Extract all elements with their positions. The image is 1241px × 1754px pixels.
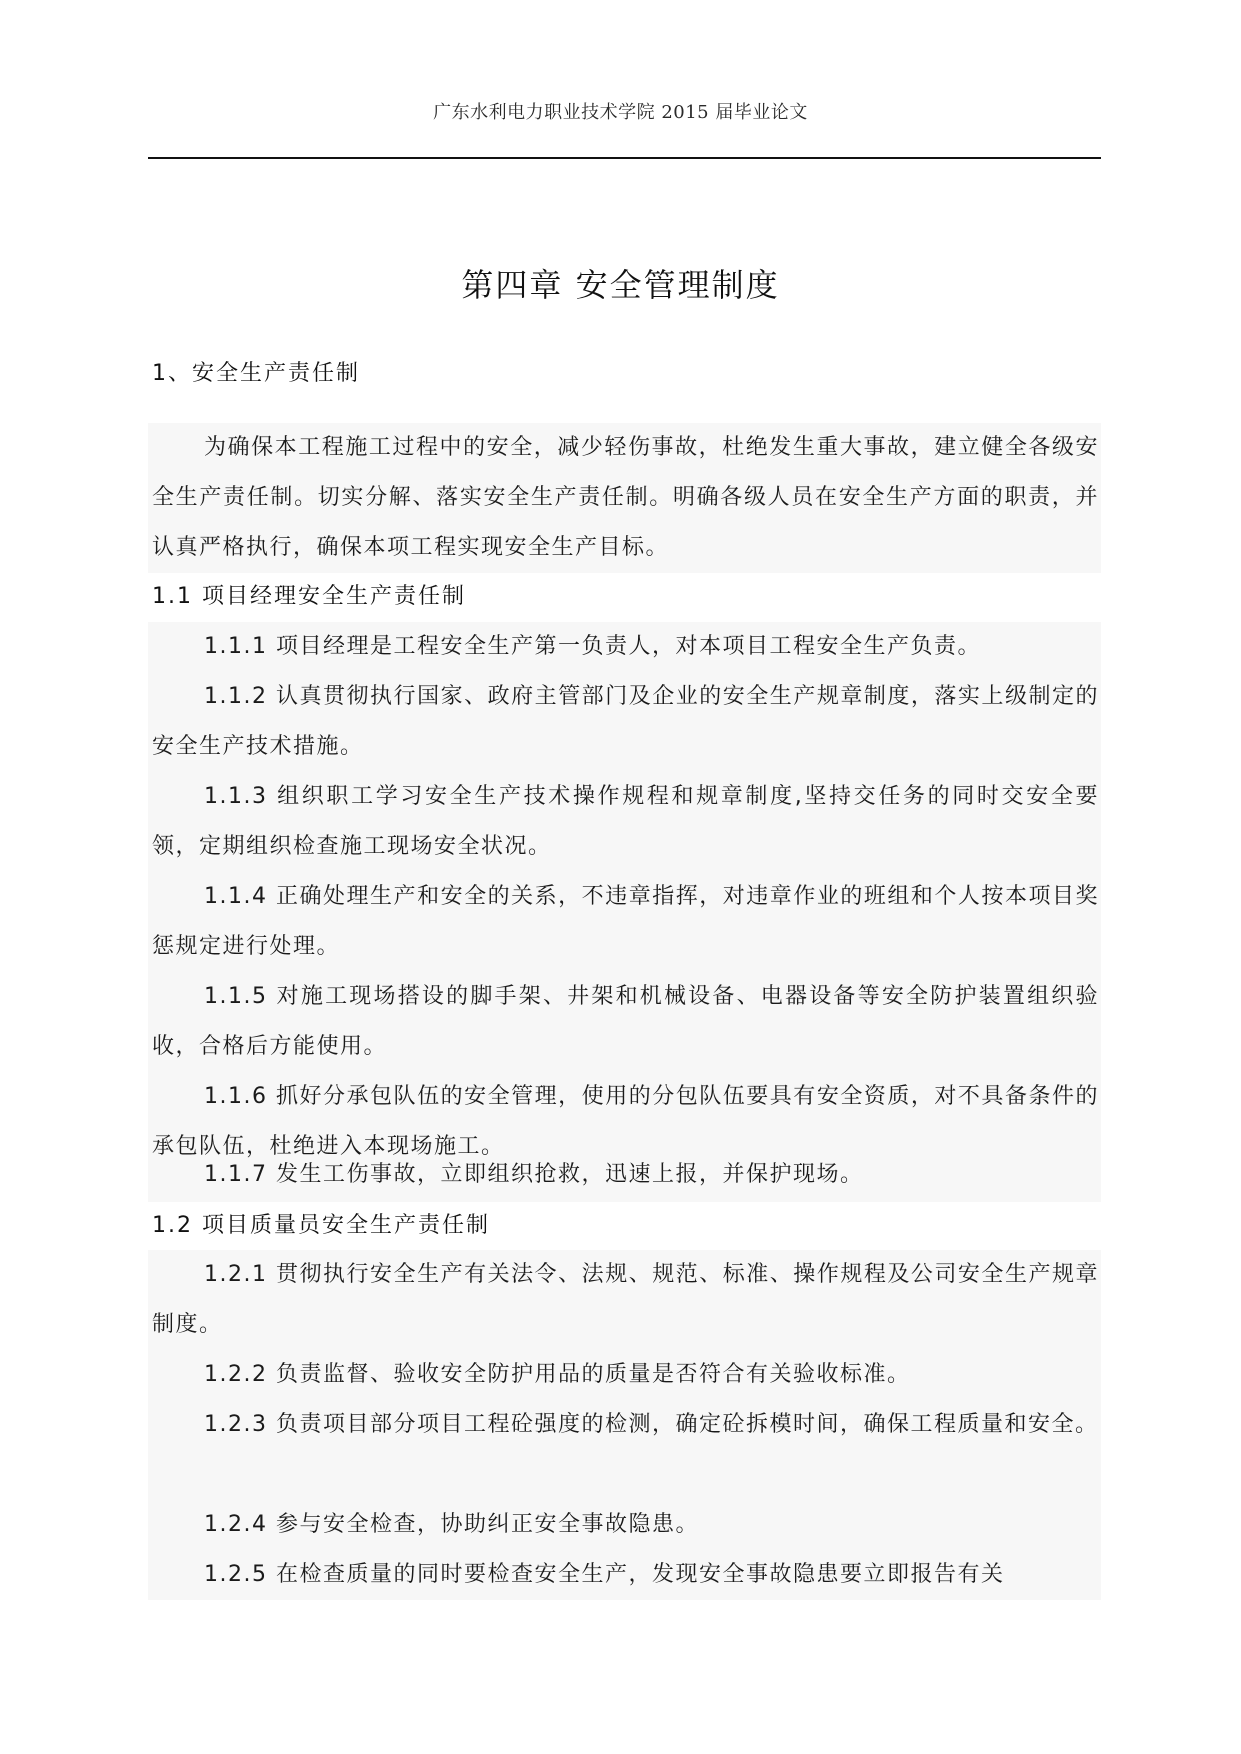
list-item-1-1-2: 1.1.2 认真贯彻执行国家、政府主管部门及企业的安全生产规章制度，落实上级制定的安全生产技术措施。 xyxy=(152,684,1099,759)
list-item-1-2-4: 1.2.4 参与安全检查，协助纠正安全事故隐患。 xyxy=(204,1512,699,1537)
list-item-1-1-4: 1.1.4 正确处理生产和安全的关系，不违章指挥，对违章作业的班组和个人按本项目奖惩规定进行处理。 xyxy=(152,884,1099,959)
section-heading-1: 1、安全生产责任制 xyxy=(152,361,360,386)
intro-paragraph: 为确保本工程施工过程中的安全，减少轻伤事故，杜绝发生重大事故，建立健全各级安全生产责任制。切实分解、落实安全生产责任制。明确各级人员在安全生产方面的职责，并认真严格执行，确保本项工程实现安全生产目标。 xyxy=(152,435,1099,560)
list-item-1-2-2: 1.2.2 负责监督、验收安全防护用品的质量是否符合有关验收标准。 xyxy=(204,1362,911,1387)
list-item-1-2-5: 1.2.5 在检查质量的同时要检查安全生产，发现安全事故隐患要立即报告有关 xyxy=(204,1562,1005,1587)
list-item-1-1-1: 1.1.1 项目经理是工程安全生产第一负责人，对本项目工程安全生产负责。 xyxy=(204,634,981,659)
list-item-1-2-3: 1.2.3 负责项目部分项目工程砼强度的检测，确定砼拆模时间，确保工程质量和安全。 xyxy=(204,1412,1099,1437)
list-item-1-1-7: 1.1.7 发生工伤事故，立即组织抢救，迅速上报，并保护现场。 xyxy=(204,1162,864,1187)
list-item-1-1-3: 1.1.3 组织职工学习安全生产技术操作规程和规章制度,坚持交任务的同时交安全要领，定期组织检查施工现场安全状况。 xyxy=(152,784,1099,859)
list-item-1-1-5: 1.1.5 对施工现场搭设的脚手架、井架和机械设备、电器设备等安全防护装置组织验收，合格后方能使用。 xyxy=(152,984,1099,1059)
list-item-1-2-1: 1.2.1 贯彻执行安全生产有关法令、法规、规范、标准、操作规程及公司安全生产规章制度。 xyxy=(152,1262,1099,1337)
section-heading-1-1: 1.1 项目经理安全生产责任制 xyxy=(152,584,466,609)
running-header: 广东水利电力职业技术学院 2015 届毕业论文 xyxy=(433,102,808,123)
section-heading-1-2: 1.2 项目质量员安全生产责任制 xyxy=(152,1213,490,1238)
list-item-1-1-6: 1.1.6 抓好分承包队伍的安全管理，使用的分包队伍要具有安全资质，对不具备条件的承包队伍，杜绝进入本现场施工。 xyxy=(152,1084,1099,1159)
chapter-title: 第四章 安全管理制度 xyxy=(461,266,780,304)
header-rule xyxy=(148,157,1101,159)
